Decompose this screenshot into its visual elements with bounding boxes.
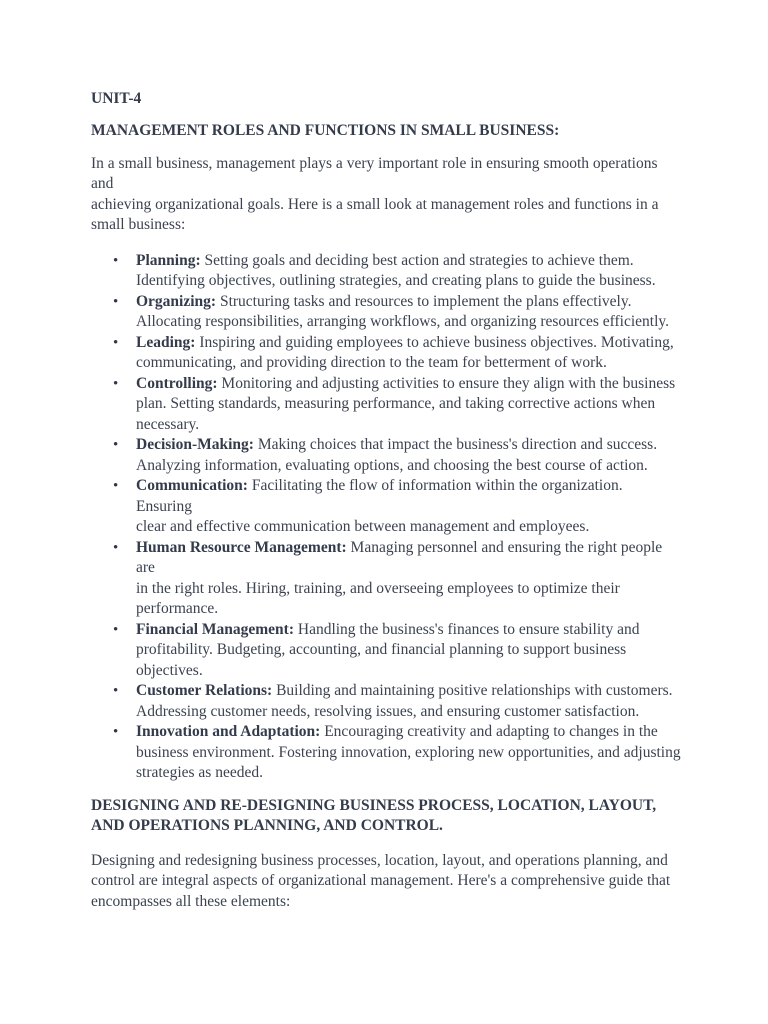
bullet-icon: • <box>113 293 119 310</box>
list-item-text: Monitoring and adjusting activities to ensure they align with the business <box>217 374 676 392</box>
bullet-icon: • <box>113 683 119 699</box>
paragraph-line: control are integral aspects of organizational management. Here's a comprehensive guide that <box>91 872 671 889</box>
section-heading-line: AND OPERATIONS PLANNING, AND CONTROL. <box>91 817 443 834</box>
list-item-text: Structuring tasks and resources to implement the plans effectively. <box>216 292 632 310</box>
list-item-text: necessary. <box>136 415 200 433</box>
list-item-text: Managing personnel and ensuring the right people are <box>136 538 663 576</box>
list-item-organizing <box>91 292 681 333</box>
bullet-icon: • <box>113 334 119 351</box>
intro-line: In a small business, management plays a very important role in ensuring smooth operations and <box>91 154 658 192</box>
list-item-text: objectives. <box>136 661 203 679</box>
list-item-term: Decision-Making: <box>136 436 254 453</box>
list-item-term: Innovation and Adaptation: <box>136 723 321 740</box>
list-item-text: Inspiring and guiding employees to achieve business objectives. Motivating, <box>195 333 674 351</box>
list-item-term: Communication: <box>136 477 248 494</box>
document-page <box>91 88 681 912</box>
list-item-term: Human Resource Management: <box>136 538 347 556</box>
list-item-text: performance. <box>136 600 219 617</box>
list-item-customer-relations <box>91 681 681 722</box>
bullet-icon: • <box>113 375 119 392</box>
bullet-icon: • <box>113 724 119 740</box>
bullet-icon: • <box>113 478 119 494</box>
list-item-term: Leading: <box>136 333 196 351</box>
list-item-text: Analyzing information, evaluating options, and choosing the best course of action. <box>136 456 648 474</box>
list-item-communication <box>91 476 681 538</box>
list-item-text: communicating, and providing direction to the team for betterment of work. <box>136 354 607 371</box>
list-item-term: Financial Management: <box>136 620 294 638</box>
intro-line: small business: <box>91 216 186 233</box>
bullet-icon: • <box>113 252 119 269</box>
paragraph-line: Designing and redesigning business processes, location, layout, and operations planning, and <box>91 851 668 869</box>
list-item-leading <box>91 333 681 374</box>
list-item-decision-making <box>91 435 681 476</box>
intro-line: achieving organizational goals. Here is a small look at management roles and functions in a <box>91 195 659 213</box>
list-item-controlling <box>91 374 681 436</box>
list-item-text: plan. Setting standards, measuring performance, and taking corrective actions when <box>136 395 656 412</box>
unit-title: UNIT-4 <box>91 90 142 107</box>
list-item-innovation-and-adaptation <box>91 722 681 784</box>
list-item-term: Planning: <box>136 251 201 269</box>
list-item-term: Customer Relations: <box>136 682 273 699</box>
list-item-text: Building and maintaining positive relationships with customers. <box>272 682 673 699</box>
list-item-text: Facilitating the flow of information within the organization. Ensuring <box>136 477 623 515</box>
list-item-text: business environment. Fostering innovation, exploring new opportunities, and adjusting <box>136 743 681 761</box>
section-heading-business-process-design <box>91 796 681 837</box>
bullet-icon: • <box>113 437 119 453</box>
list-item-text: Addressing customer needs, resolving issues, and ensuring customer satisfaction. <box>136 702 640 720</box>
section-heading-line: DESIGNING AND RE-DESIGNING BUSINESS PROCESS, LOCATION, LAYOUT, <box>91 796 657 814</box>
list-item-text: profitability. Budgeting, accounting, and financial planning to support business <box>136 641 627 658</box>
list-item-term: Organizing: <box>136 292 217 310</box>
intro-paragraph <box>91 154 681 236</box>
management-functions-list <box>91 251 681 784</box>
bullet-icon: • <box>113 539 119 556</box>
list-item-text: in the right roles. Hiring, training, and overseeing employees to optimize their <box>136 579 620 597</box>
list-item-text: Identifying objectives, outlining strategies, and creating plans to guide the business. <box>136 272 656 289</box>
paragraph-line: encompasses all these elements: <box>91 892 291 910</box>
section-heading-management-roles: MANAGEMENT ROLES AND FUNCTIONS IN SMALL BUSINESS: <box>91 122 560 139</box>
list-item-text: strategies as needed. <box>136 764 263 781</box>
list-item-text: Handling the business's finances to ensure stability and <box>294 620 640 638</box>
list-item-text: Encouraging creativity and adapting to changes in the <box>320 723 658 740</box>
list-item-term: Controlling: <box>136 374 218 392</box>
list-item-human-resource-management <box>91 538 681 620</box>
list-item-text: Allocating responsibilities, arranging workflows, and organizing resources efficiently. <box>136 313 670 330</box>
list-item-text: clear and effective communication between management and employees. <box>136 518 590 535</box>
list-item-planning <box>91 251 681 292</box>
list-item-text: Making choices that impact the business's direction and success. <box>253 436 658 453</box>
bullet-icon: • <box>113 621 119 638</box>
section2-paragraph <box>91 851 681 913</box>
list-item-text: Setting goals and deciding best action and strategies to achieve them. <box>200 251 634 269</box>
list-item-financial-management <box>91 620 681 682</box>
